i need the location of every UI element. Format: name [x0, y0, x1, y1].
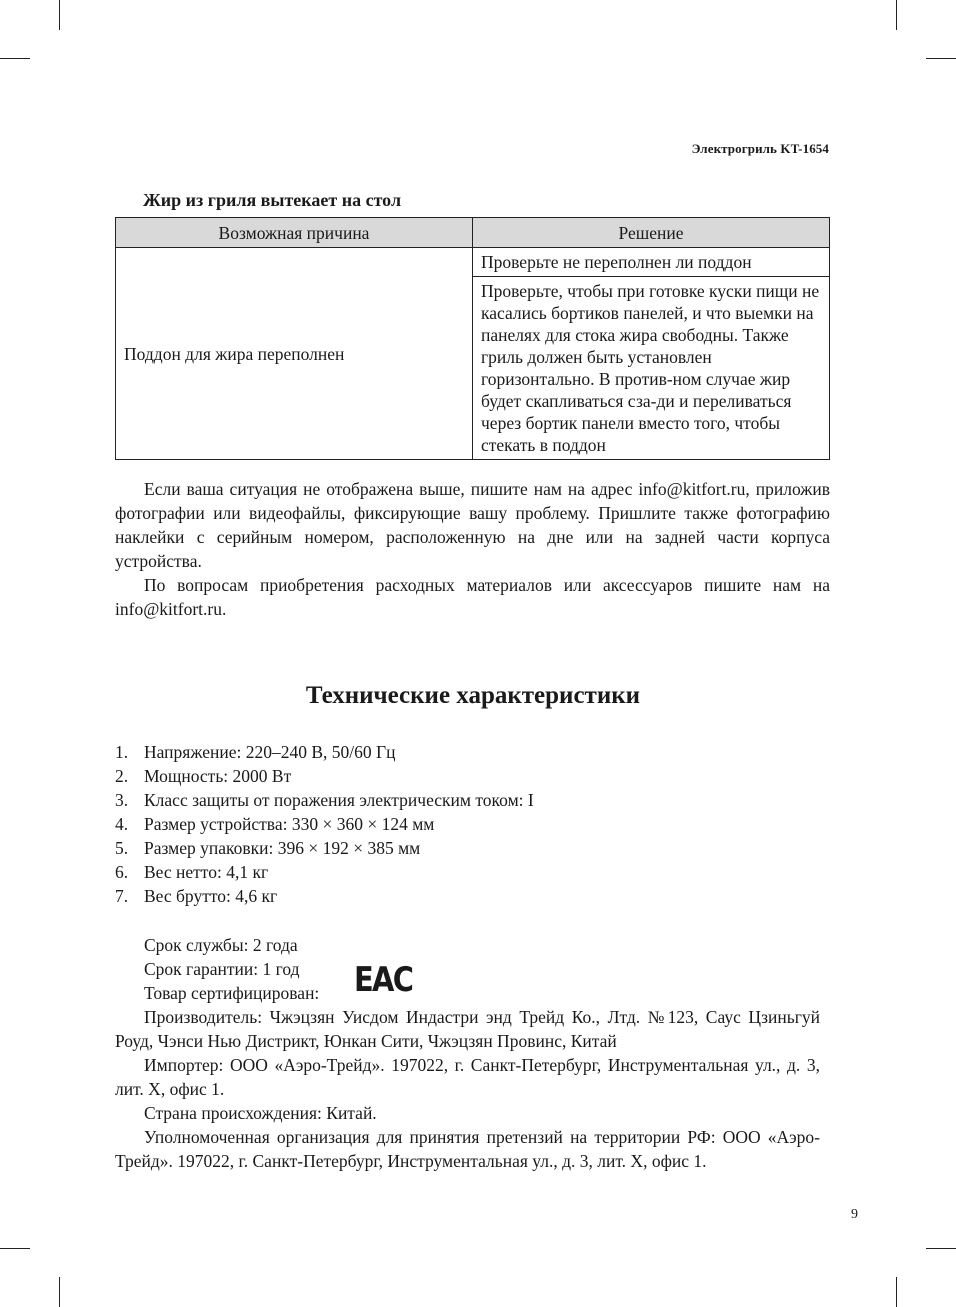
contact-paragraph: По вопросам приобретения расходных материалов или аксессуаров пишите нам на info@kitfort.ru. [115, 575, 830, 619]
crop-mark [59, 0, 60, 30]
list-item [115, 812, 534, 836]
column-header-solution: Решение [473, 218, 830, 248]
crop-mark [926, 58, 956, 59]
troubleshoot-table [115, 217, 830, 460]
item-text: Класс защиты от поражения электрическим током: I [144, 790, 534, 810]
claims: Уполномоченная организация для принятия претензий на территории РФ: ООО «Аэро-Трейд». 197022, г. Санкт-Петербург, Инструментальная ул., д. 3, лит. Х, офис 1. [115, 1127, 820, 1171]
warranty: Срок гарантии: 1 год [144, 959, 300, 979]
importer: Импортер: ООО «Аэро-Трейд». 197022, г. Санкт-Петербург, Инструментальная ул., д. 3, лит. Х, офис 1. [115, 1055, 820, 1099]
specs-title: Технические характеристики [305, 682, 641, 709]
column-header-cause: Возможная причина [116, 218, 473, 248]
info-block [115, 933, 820, 1173]
contact-paragraph: Если ваша ситуация не отображена выше, пишите нам на адрес info@kitfort.ru, приложив фотографии или видеофайлы, фиксирующие вашу проблему. Пришлите также фотографию наклейки с серийным номером, расположенную на дне или на задней части корпуса устройства. [115, 479, 830, 571]
list-item [115, 740, 534, 764]
item-number: 7. [115, 886, 129, 906]
crop-mark [896, 0, 897, 30]
table-row [116, 248, 830, 277]
item-text: Размер упаковки: 396 × 192 × 385 мм [144, 838, 421, 858]
troubleshoot-title: Жир из гриля вытекает на стол [143, 190, 402, 210]
specs-list [115, 740, 534, 908]
item-text: Вес брутто: 4,6 кг [144, 886, 278, 906]
item-number: 2. [115, 766, 129, 786]
crop-mark [926, 1248, 956, 1249]
service-life: Срок службы: 2 года [144, 935, 298, 955]
item-text: Напряжение: 220–240 В, 50/60 Гц [144, 742, 396, 762]
table-header-row [116, 218, 830, 248]
crop-mark [59, 1277, 60, 1307]
item-number: 6. [115, 862, 129, 882]
page-number: 9 [851, 1207, 858, 1222]
crop-mark [896, 1277, 897, 1307]
cause-cell: Поддон для жира переполнен [116, 248, 473, 460]
item-number: 5. [115, 838, 129, 858]
list-item [115, 788, 534, 812]
item-number: 3. [115, 790, 129, 810]
item-text: Вес нетто: 4,1 кг [144, 862, 269, 882]
manufacturer: Производитель: Чжэцзян Уисдом Индастри энд Трейд Ко., Лтд. №123, Саус Цзиньгуй Роуд, Чэнси Нью Дистрикт, Юнкан Сити, Чжэцзян Провинс, Китай [115, 1007, 820, 1051]
solution-cell: Проверьте, чтобы при готовке куски пищи не касались бортиков панелей, и что выемки на панелях для стока жира свободны. Также гриль должен быть установлен горизонтально. В против-ном случае жир будет скапливаться сза-ди и переливаться через бортик панели вместо того, чтобы стекать в поддон [473, 277, 830, 460]
item-text: Размер устройства: 330 × 360 × 124 мм [144, 814, 435, 834]
eac-mark-icon: EAC [354, 960, 413, 1000]
item-text: Мощность: 2000 Вт [144, 766, 292, 786]
solution-cell: Проверьте не переполнен ли поддон [473, 248, 830, 277]
running-header: Электрогриль KT-1654 [691, 141, 829, 156]
list-item [115, 860, 534, 884]
list-item [115, 884, 534, 908]
crop-mark [0, 58, 30, 59]
item-number: 4. [115, 814, 129, 834]
list-item [115, 764, 534, 788]
contact-text [115, 477, 830, 621]
list-item [115, 836, 534, 860]
crop-mark [0, 1248, 30, 1249]
origin: Страна происхождения: Китай. [144, 1103, 377, 1123]
certified: Товар сертифицирован: [144, 983, 320, 1003]
item-number: 1. [115, 742, 129, 762]
